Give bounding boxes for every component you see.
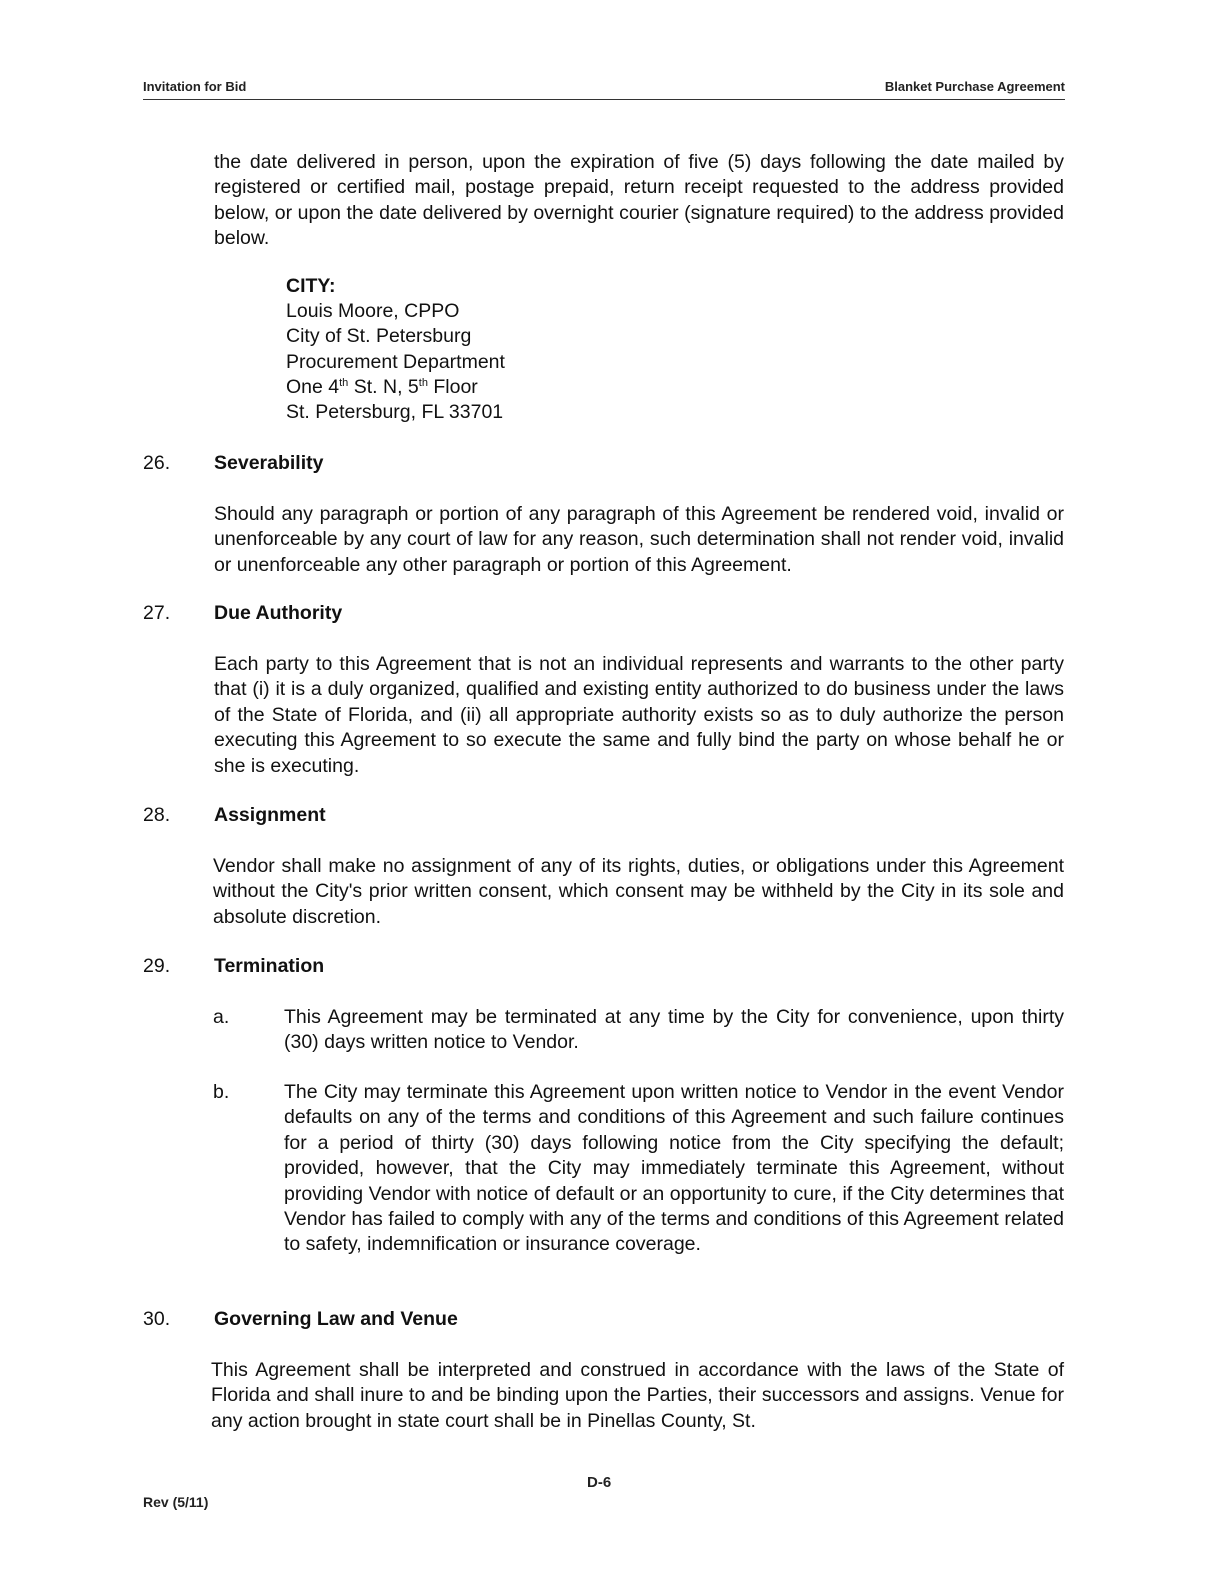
section-number: 29.: [143, 955, 171, 977]
address-dept: Procurement Department: [286, 350, 505, 373]
section-heading-29: [143, 955, 324, 978]
section-number: 26.: [143, 452, 171, 474]
page-number: D-6: [587, 1474, 612, 1491]
item-text: This Agreement may be terminated at any time by the City for convenience, upon thirty (30) days written notice to Vendor.: [284, 1006, 1064, 1054]
section-heading-28: [143, 804, 326, 827]
section-title: Severability: [214, 452, 324, 474]
section-heading-26: [143, 452, 323, 475]
page-header: [143, 77, 1065, 100]
section-title: Termination: [214, 955, 325, 977]
address-city-line: St. Petersburg, FL 33701: [286, 401, 504, 424]
section-number: 30.: [143, 1308, 171, 1330]
section-number: 28.: [143, 804, 171, 826]
address-org: City of St. Petersburg: [286, 325, 472, 348]
section-title: Assignment: [214, 804, 326, 826]
item-label: a.: [213, 1006, 230, 1028]
section-30-body: [211, 1358, 1064, 1434]
section-28-body: [213, 854, 1064, 930]
revision-label: Rev (5/11): [143, 1494, 209, 1510]
intro-paragraph: the date delivered in person, upon the expiration of five (5) days following the date mailed by registered or certified mail, postage prepaid, return receipt requested to the address provided below, or upon the date delivered by overnight courier (signature required) to the address provided below.: [214, 151, 1064, 250]
section-heading-30: [143, 1308, 458, 1331]
section-title: Governing Law and Venue: [214, 1308, 458, 1330]
section-title: Due Authority: [214, 602, 343, 624]
section-text: Vendor shall make no assignment of any of its rights, duties, or obligations under this Agreement without the City's prior written consent, which consent may be withheld by the City in its sole and absolute discretion.: [213, 855, 1064, 928]
address-street: One 4th St. N, 5th Floor: [286, 375, 478, 398]
address-name: Louis Moore, CPPO: [286, 300, 460, 323]
section-heading-27: [143, 602, 342, 625]
header-left-title: Invitation for Bid: [143, 79, 247, 94]
item-label: b.: [213, 1081, 230, 1103]
section-text: This Agreement shall be interpreted and construed in accordance with the laws of the State of Florida and shall inure to and be binding upon the Parties, their successors and assigns. Venue for any action brought in state court shall be in Pinellas County, St.: [211, 1359, 1064, 1432]
city-address: [286, 274, 505, 425]
intro-paragraph-block: [214, 150, 1064, 252]
address-label: CITY:: [286, 275, 336, 297]
section-text: Each party to this Agreement that is not an individual represents and warrants to the other party that (i) it is a duly organized, qualified and existing entity authorized to do business under the laws of the State of Florida, and (ii) all appropriate authority exists so as to duly authorize the person executing this Agreement to so execute the same and fully bind the party on whose behalf he or she is executing.: [214, 653, 1064, 777]
header-right-title: Blanket Purchase Agreement: [884, 79, 1065, 94]
section-number: 27.: [143, 602, 171, 624]
item-text: The City may terminate this Agreement upon written notice to Vendor in the event Vendor defaults on any of the terms and conditions of this Agreement and such failure continues for a period of thirty (30) days following notice from the City specifying the default; provided, however, that the City may immediately terminate this Agreement, without providing Vendor with notice of default or an opportunity to cure, if the City determines that Vendor has failed to comply with any of the terms and conditions of this Agreement related to safety, indemnification or insurance coverage.: [284, 1081, 1064, 1256]
section-27-body: [214, 652, 1064, 779]
section-26-body: [214, 502, 1064, 578]
section-text: Should any paragraph or portion of any paragraph of this Agreement be rendered void, invalid or unenforceable by any court of law for any reason, such determination shall not render void, invalid or unenforceable any other paragraph or portion of this Agreement.: [214, 503, 1064, 576]
